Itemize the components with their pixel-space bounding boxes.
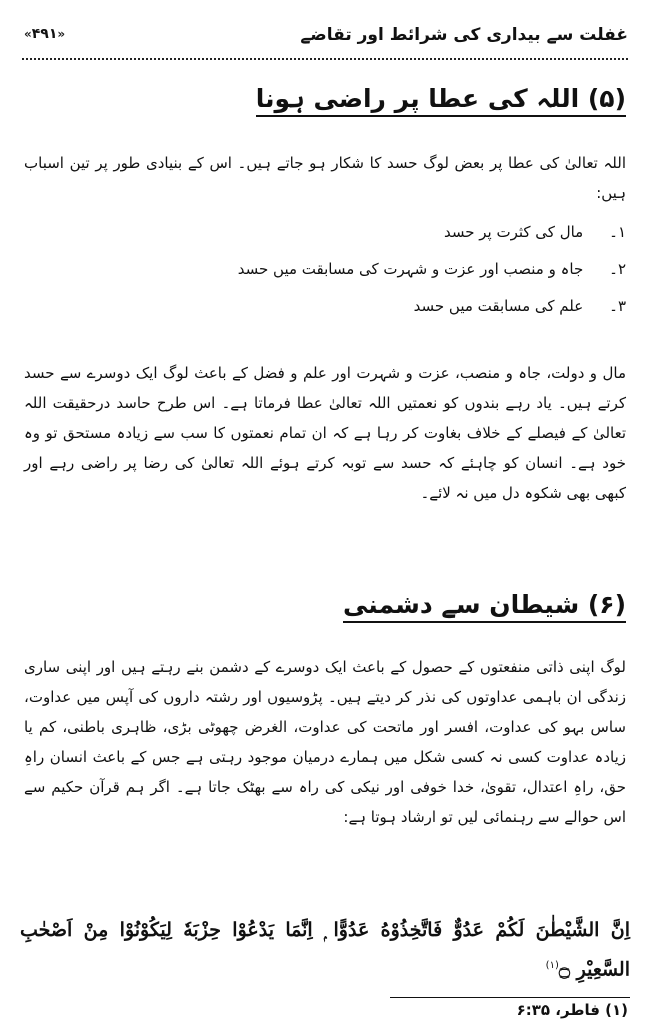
list-item (24, 214, 626, 251)
list-item (24, 288, 626, 325)
footnote: (۱) فاطر، ۶:۳۵ (516, 1001, 628, 1019)
section-5-body: مال و دولت، جاہ و منصب، عزت و شہرت اور علم و فضل کے باعث لوگ ایک دوسرے سے حسد کرتے ہیں۔ یاد رہے بندوں کو نعمتیں اللہ تعالیٰ عطا فرماتا ہے۔ اس طرح حاسد درحقیقت اللہ تعالیٰ کے فیصلے کے خلاف بغاوت کر رہا ہے کہ ان تمام نعمتوں کا سب سے زیادہ مستحق تو وہ خود ہے۔ انسان کو چاہئے کہ حسد سے توبہ کرتے ہوئے اللہ تعالیٰ کی رضا پر راضی رہے اور کبھی بھی شکوہ دل میں نہ لائے۔ (24, 364, 626, 502)
section-6-body: لوگ اپنی ذاتی منفعتوں کے حصول کے باعث ایک دوسرے کے دشمن بنے رہتے ہیں اور اپنی ساری زندگی ان باہمی عداوتوں کی نذر کر دیتے ہیں۔ پڑوسیوں اور رشتہ داروں کی آپس میں عداوت، ساس بہو کی عداوت، افسر اور ماتحت کی عداوت، الغرض چھوٹی بڑی، ظاہری باطنی، کم یا زیادہ عداوت کسی نہ کسی شکل میں ہمارے درمیان موجود رہتی ہے جس کے باعث انسان راہِ حق، راہِ اعتدال، تقویٰ، خدا خوفی اور نیکی کی راہ سے بھٹک جاتا ہے۔ اگر ہم قرآن حکیم سے اس حوالے سے رہنمائی لیں تو ارشاد ہوتا ہے: (24, 658, 626, 826)
section-heading-6: (۶) شیطان سے دشمنی (343, 590, 626, 623)
list-item-text: علم کی مسابقت میں حسد (413, 297, 584, 315)
footnote-divider (390, 997, 630, 998)
section-heading-5: (۵) اللہ کی عطا پر راضی ہونا (256, 84, 626, 117)
quran-verse (20, 912, 630, 987)
page-number-value: ۴۹۱ (31, 26, 58, 42)
list-item (24, 251, 626, 288)
header-divider (22, 58, 628, 60)
section-5-intro: اللہ تعالیٰ کی عطا پر بعض لوگ حسد کا شکار ہو جاتے ہیں۔ اس کے بنیادی طور پر تین اسباب ہیں: (24, 154, 626, 202)
causes-list (24, 214, 626, 325)
list-item-number: ۱۔ (609, 223, 626, 241)
page-number (24, 26, 65, 42)
ornament-left-icon: « (24, 27, 32, 41)
quran-verse-text: اِنَّ الشَّيْطٰنَ لَكُمْ عَدُوٌّ فَاتَّخِذُوْهُ عَدُوًّا ۭ اِنَّمَا يَدْعُوْا حِزْبَهٗ لِيَكُوْنُوْا مِنْ اَصْحٰبِ السَّعِيْرِ ۝ (20, 919, 630, 981)
list-item-text: مال کی کثرت پر حسد (443, 223, 584, 241)
running-header-title: غفلت سے بیداری کی شرائط اور تقاضے (300, 25, 628, 45)
ornament-right-icon: » (57, 27, 66, 41)
list-item-number: ۳۔ (609, 297, 626, 315)
list-item-text: جاہ و منصب اور عزت و شہرت کی مسابقت میں حسد (237, 260, 584, 278)
footnote-marker: (۱) (545, 960, 559, 971)
list-item-number: ۲۔ (609, 260, 626, 278)
running-header (24, 22, 628, 52)
